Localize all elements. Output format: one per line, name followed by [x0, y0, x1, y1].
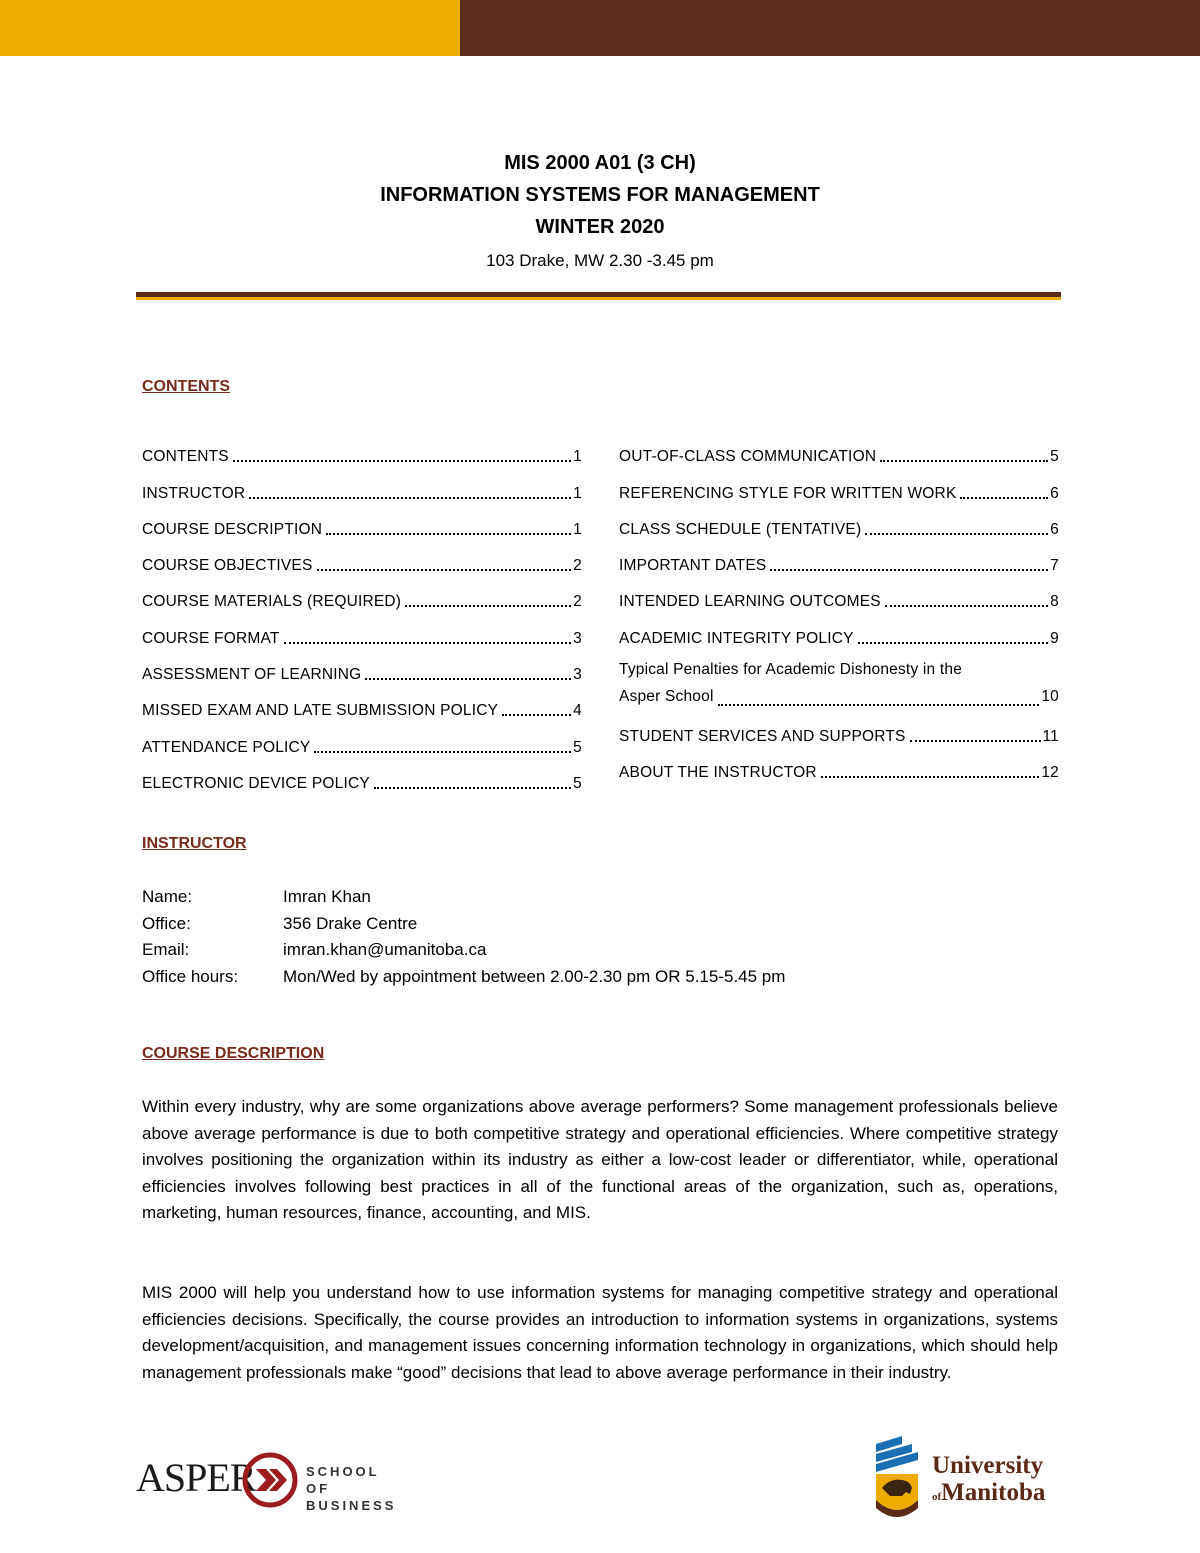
- university-of-manitoba-logo: [872, 1434, 1072, 1522]
- asper-chevron-icon: [242, 1452, 298, 1508]
- asper-school-text: SCHOOL OF BUSINESS: [306, 1464, 397, 1513]
- instructor-office-hours: Mon/Wed by appointment between 2.00-2.30 pm OR 5.15-5.45 pm: [283, 966, 786, 986]
- term: WINTER 2020: [535, 216, 665, 238]
- toc-entry[interactable]: STUDENT SERVICES AND SUPPORTS 11: [619, 728, 1059, 746]
- instructor-name: Imran Khan: [283, 887, 371, 907]
- location-time: 103 Drake, MW 2.30 -3.45 pm: [486, 251, 714, 270]
- toc-entry[interactable]: MISSED EXAM AND LATE SUBMISSION POLICY 4: [142, 702, 582, 720]
- asper-wordmark: ASPER: [136, 1455, 256, 1500]
- header-bar-brown: [460, 0, 1200, 56]
- toc-entry[interactable]: CONTENTS 1: [142, 448, 582, 466]
- um-wordmark: University ofManitoba: [932, 1452, 1046, 1506]
- toc-entry[interactable]: CLASS SCHEDULE (TENTATIVE) 6: [619, 520, 1059, 538]
- instructor-heading: INSTRUCTOR: [142, 835, 247, 852]
- contents-heading: CONTENTS: [142, 378, 230, 395]
- course-code: MIS 2000 A01 (3 CH): [504, 152, 696, 174]
- toc-entry[interactable]: COURSE OBJECTIVES 2: [142, 557, 582, 575]
- header-bar-gold: [0, 0, 460, 56]
- toc-entry[interactable]: COURSE MATERIALS (REQUIRED) 2: [142, 593, 582, 611]
- document-header: [0, 147, 1200, 277]
- divider-rule-accent: [136, 297, 1061, 300]
- toc-entry[interactable]: ASSESSMENT OF LEARNING 3: [142, 666, 582, 684]
- description-paragraph: Within every industry, why are some organizations above average performers? Some management professionals believe above average performance is due to both competitive strategy and operational efficiencies. Where competitive strategy involves positioning the organization within its industry as either a low-cost leader or differentiator, while, operational efficiencies involves following best practices in all of the functional areas of the organization, such as, operations, marketing, human resources, finance, accounting, and MIS.: [142, 1097, 1058, 1223]
- toc-left-column: [142, 430, 582, 793]
- toc-entry[interactable]: IMPORTANT DATES 7: [619, 557, 1059, 575]
- instructor-office: 356 Drake Centre: [283, 913, 418, 933]
- toc-entry[interactable]: COURSE DESCRIPTION 1: [142, 520, 582, 538]
- asper-logo: [136, 1452, 396, 1512]
- instructor-email[interactable]: imran.khan@umanitoba.ca: [283, 940, 487, 960]
- toc-entry[interactable]: INTENDED LEARNING OUTCOMES 8: [619, 593, 1059, 611]
- field-label: Name:: [142, 887, 193, 907]
- instructor-details: [142, 884, 785, 990]
- field-label: Email:: [142, 940, 190, 960]
- description-paragraph: MIS 2000 will help you understand how to use information systems for managing competitive strategy and operational efficiencies decisions. Specifically, the course provides an introduction to information systems in organizations, systems development/acquisition, and management issues concerning information technology in organizations, which should help management professionals make “good” decisions that lead to above average performance in their industry.: [142, 1283, 1058, 1382]
- course-title: INFORMATION SYSTEMS FOR MANAGEMENT: [380, 184, 820, 206]
- field-label: Office hours:: [142, 966, 239, 986]
- toc-entry[interactable]: ABOUT THE INSTRUCTOR 12: [619, 764, 1059, 782]
- toc-entry[interactable]: ACADEMIC INTEGRITY POLICY 9: [619, 629, 1059, 647]
- toc-right-column: [619, 430, 1059, 782]
- toc-entry[interactable]: ATTENDANCE POLICY 5: [142, 738, 582, 756]
- toc-entry[interactable]: Typical Penalties for Academic Dishonesty in the Asper School 10: [619, 660, 1059, 705]
- toc-entry[interactable]: COURSE FORMAT 3: [142, 629, 582, 647]
- toc-entry[interactable]: REFERENCING STYLE FOR WRITTEN WORK 6: [619, 484, 1059, 502]
- toc-entry[interactable]: OUT-OF-CLASS COMMUNICATION 5: [619, 448, 1059, 466]
- um-crest-icon: [872, 1434, 924, 1522]
- toc-entry[interactable]: ELECTRONIC DEVICE POLICY 5: [142, 774, 582, 792]
- field-label: Office:: [142, 913, 191, 933]
- toc-entry[interactable]: INSTRUCTOR 1: [142, 484, 582, 502]
- course-description-heading: COURSE DESCRIPTION: [142, 1045, 325, 1062]
